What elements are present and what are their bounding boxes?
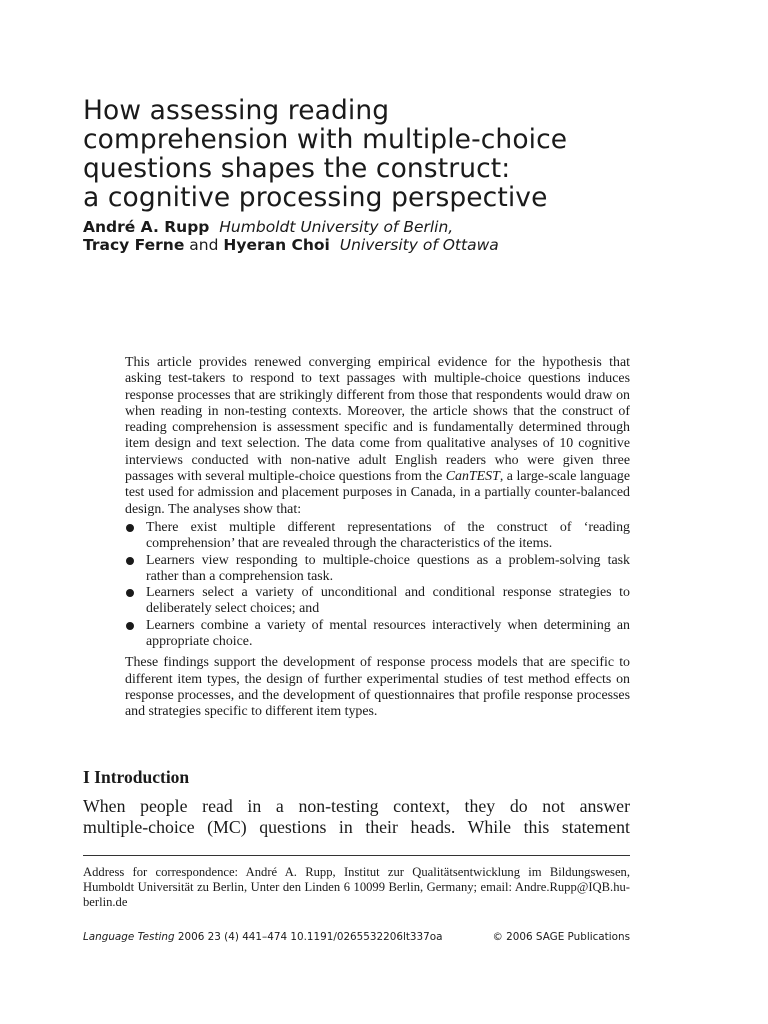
bullet-icon: [126, 589, 134, 597]
author-affiliation: Humboldt University of Berlin,: [219, 218, 454, 236]
list-item: [125, 520, 630, 553]
title-line: How assessing reading: [83, 95, 390, 126]
author-affiliation: University of Ottawa: [339, 236, 499, 254]
list-item-text: Learners view responding to multiple-choice questions as a problem-solving task rather than a comprehension task.: [146, 552, 630, 584]
author-conjunction: and: [189, 236, 219, 254]
title-line: a cognitive processing perspective: [83, 182, 548, 213]
abstract-paragraph: [125, 355, 630, 518]
article-title: [83, 96, 683, 212]
list-item-text: There exist multiple different representations of the construct of ‘reading comprehension’ that are revealed through the characteristics of the items.: [146, 519, 630, 552]
bullet-icon: [126, 622, 134, 630]
citation-details: 2006 23 (4) 441–474 10.1191/0265532206lt337oa: [177, 931, 443, 943]
author-name: Tracy Ferne: [83, 236, 185, 254]
page-footer: [83, 931, 630, 944]
title-line: questions shapes the construct:: [83, 153, 511, 184]
list-item-text: Learners select a variety of unconditional and conditional response strategies to deliberately select choices; and: [146, 585, 630, 617]
author-name: Hyeran Choi: [223, 236, 330, 254]
cantest-term: CanTEST: [445, 469, 500, 485]
section-heading: I Introduction: [83, 767, 190, 787]
list-item: [125, 618, 630, 651]
intro-line: multiple-choice (MC) questions in their heads. While this statement: [83, 817, 630, 837]
author-line-1: [83, 217, 703, 237]
abstract-text: This article provides renewed converging empirical evidence for the hypothesis that asking test-takers to respond to text passages with multiple-choice questions induces response processes that are strikingly different from those that respondents would draw on when reading in non-testing contexts. Moreover, the article shows that the construct of reading comprehension is assessment specific and is fundamentally determined through item design and text selection. The data come from qualitative analyses of 10 cognitive interviews conducted with non-native adult English readers who were given three passages with several multiple-choice questions from the: [125, 355, 630, 485]
bullet-icon: [126, 557, 134, 565]
footnote-divider: [83, 855, 630, 856]
list-item: [125, 553, 630, 586]
author-line-2: [83, 235, 703, 255]
abstract: [125, 355, 630, 721]
abstract-paragraph: These findings support the development of response process models that are specific to different item types, the design of further experimental studies of test method effects on response processes, and the development of questionnaires that profile response processes and strategies specific to different item types.: [125, 655, 630, 720]
title-line: comprehension with multiple-choice: [83, 124, 568, 155]
intro-paragraph: [83, 796, 630, 838]
abstract-text: , a large-scale language test used for admission and placement purposes in Canada, in a partially counter-balanced design. The analyses show that:: [125, 469, 631, 517]
intro-line: When people read in a non-testing context, they do not answer: [83, 796, 630, 816]
journal-citation: [83, 931, 442, 944]
list-item-text: Learners combine a variety of mental resources interactively when determining an appropriate choice.: [146, 617, 630, 650]
author-name: André A. Rupp: [83, 218, 210, 236]
correspondence-footnote: Address for correspondence: André A. Rupp, Institut zur Qualitätsentwicklung im Bildungswesen, Humboldt Universität zu Berlin, Unter den Linden 6 10099 Berlin, Germany; email: Andre.Rupp@IQB.hu-berlin.de: [83, 865, 630, 909]
bullet-icon: [126, 524, 134, 532]
findings-list: [125, 520, 630, 650]
copyright: © 2006 SAGE Publications: [492, 931, 630, 943]
list-item: [125, 585, 630, 618]
journal-name: Language Testing: [83, 931, 175, 943]
